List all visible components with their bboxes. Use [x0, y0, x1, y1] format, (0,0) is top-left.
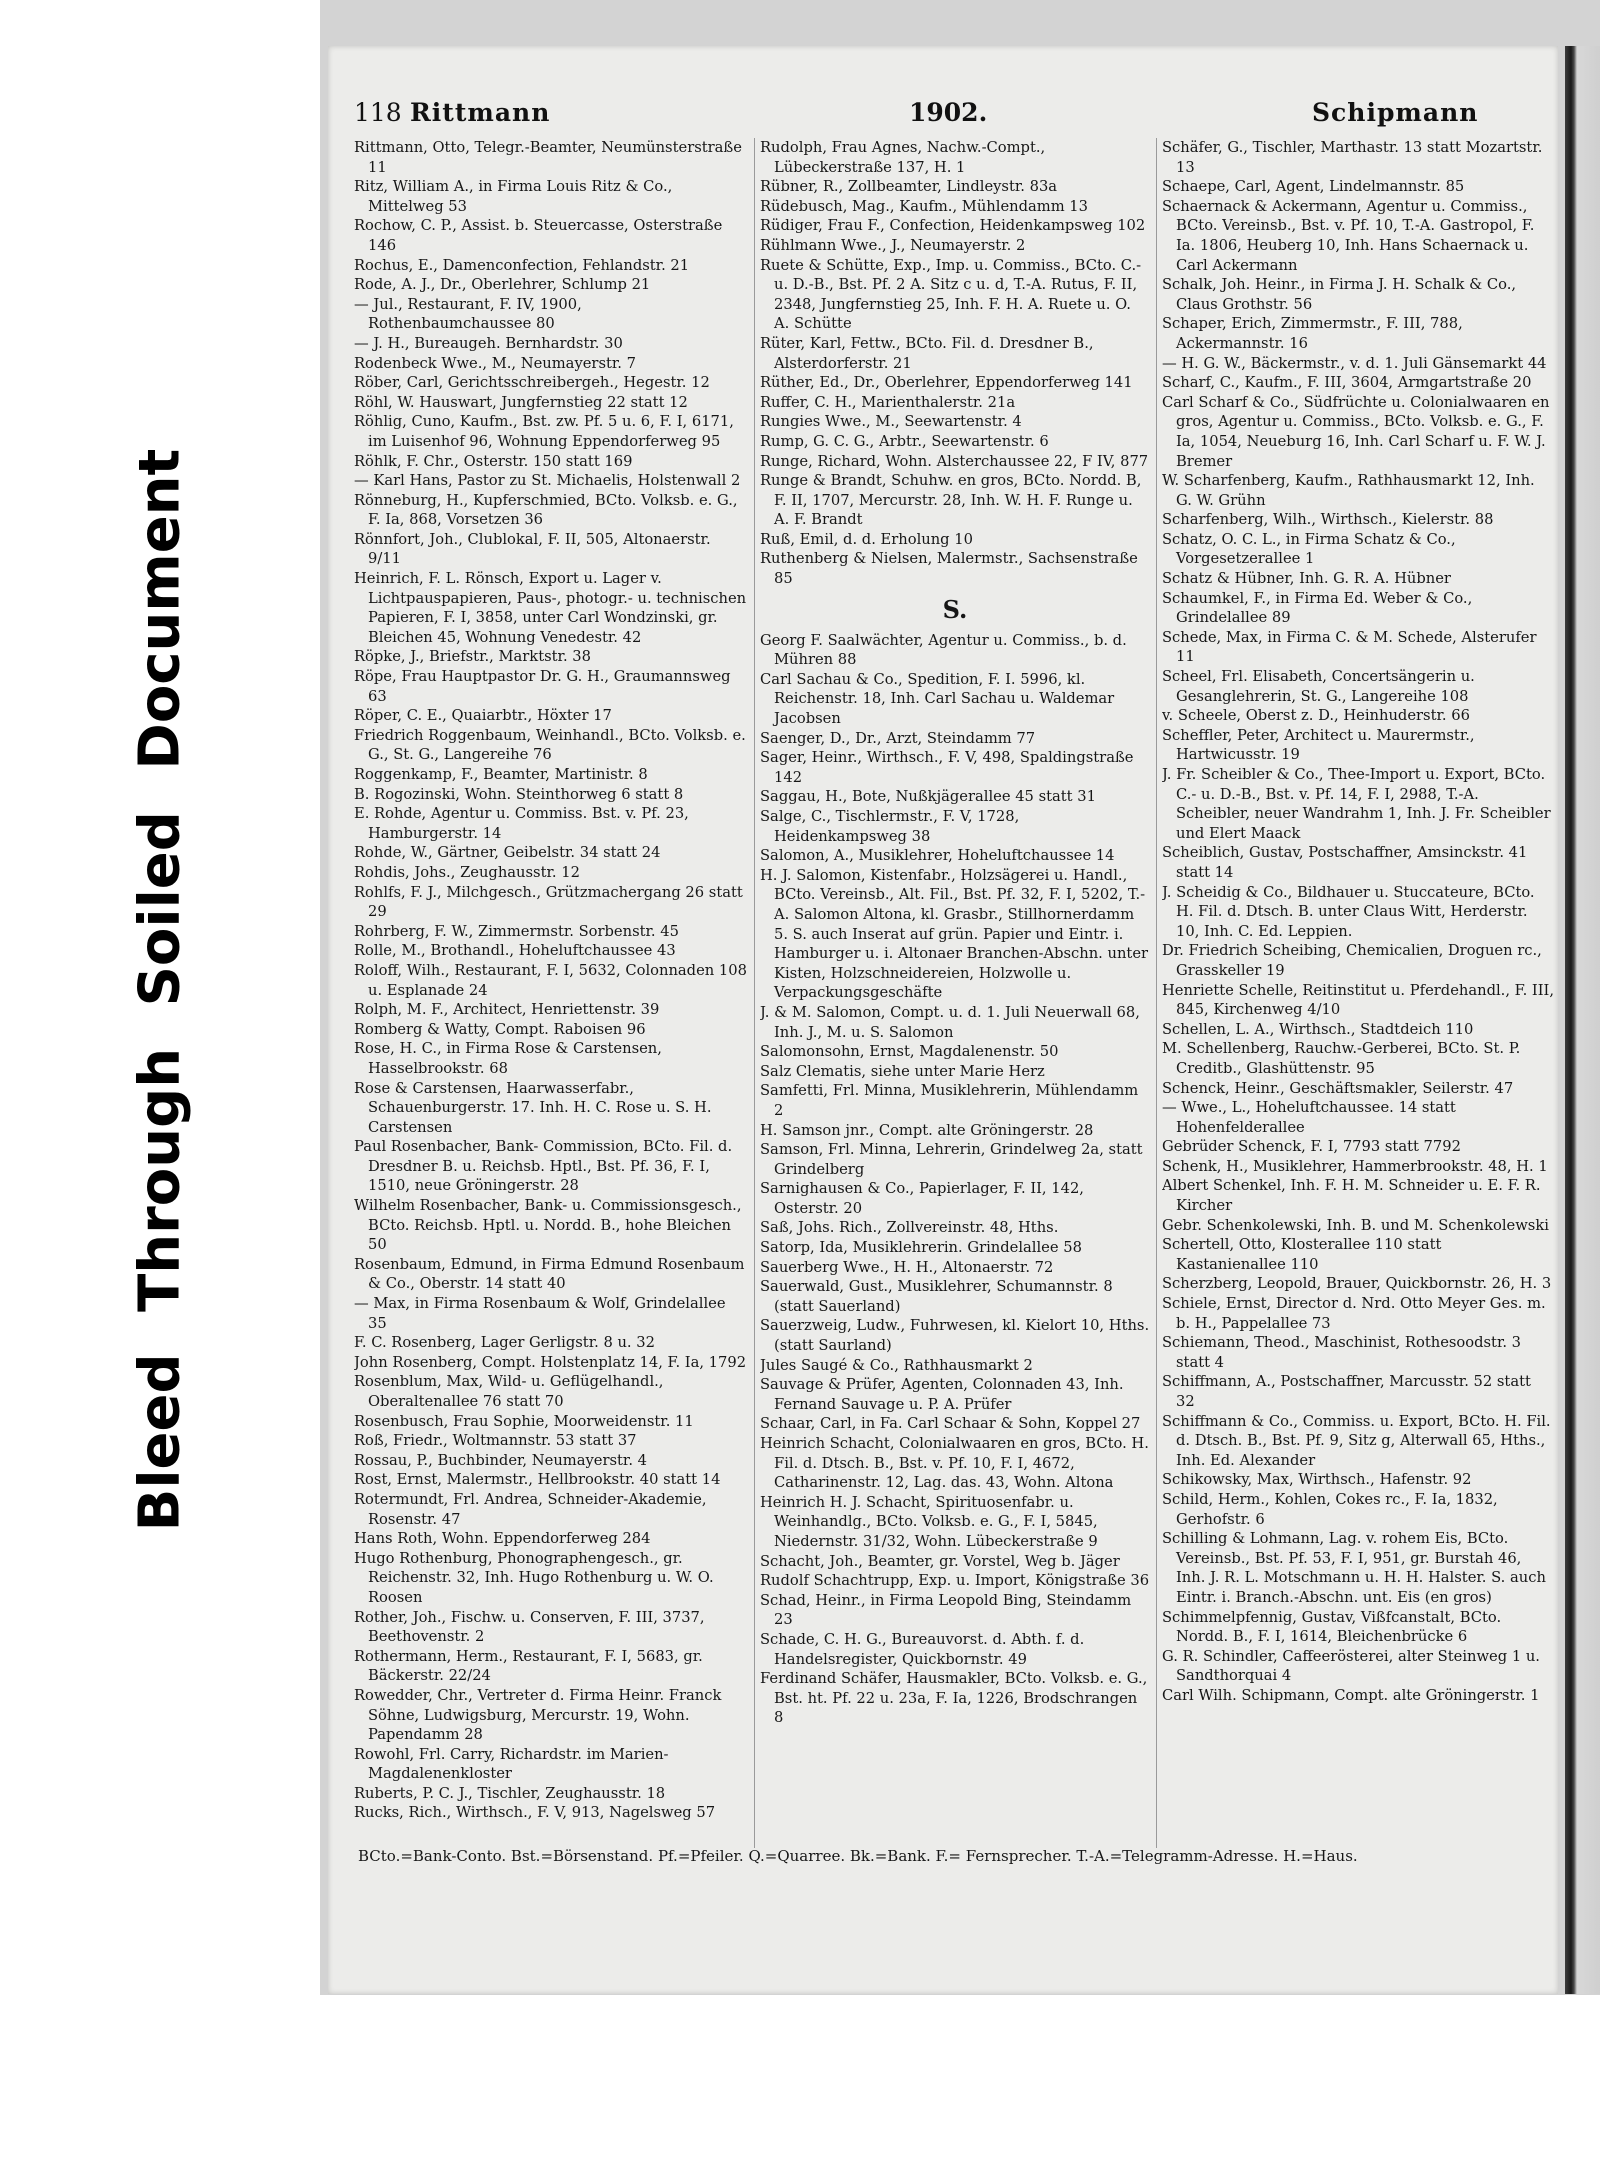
directory-entry: Schenk, H., Musiklehrer, Hammerbrookstr. 48, H. 1 — [1162, 1157, 1548, 1175]
directory-entry: Scheiblich, Gustav, Postschaffner, Amsinckstr. 41 statt 14 — [1162, 844, 1528, 881]
directory-entry: Salz Clematis, siehe unter Marie Herz — [760, 1062, 1045, 1080]
directory-entry: Rüdebusch, Mag., Kaufm., Mühlendamm 13 — [760, 197, 1088, 215]
directory-entry: — H. G. W., Bäckermstr., v. d. 1. Juli Gänsemarkt 44 — [1162, 354, 1547, 372]
directory-entry: Rost, Ernst, Malermstr., Hellbrookstr. 40 statt 14 — [354, 1471, 721, 1489]
directory-entry: Schellen, L. A., Wirthsch., Stadtdeich 110 — [1162, 1020, 1474, 1038]
directory-entry: Röhlig, Cuno, Kaufm., Bst. zw. Pf. 5 u. 6, F. I, 6171, im Luisenhof 96, Wohnung Eppendorferweg 95 — [354, 413, 734, 450]
directory-entry: Ferdinand Schäfer, Hausmakler, BCto. Volksb. e. G., Bst. ht. Pf. 22 u. 23a, F. Ia, 1226, Brodschrangen 8 — [760, 1670, 1148, 1727]
directory-entry: Rotermundt, Frl. Andrea, Schneider-Akademie, Rosenstr. 47 — [354, 1490, 707, 1528]
stamp-label: Bleed Through Soiled Document — [127, 448, 193, 1532]
directory-entry: Schiemann, Theod., Maschinist, Rothesoodstr. 3 statt 4 — [1162, 1334, 1522, 1371]
directory-entry: F. C. Rosenberg, Lager Gerligstr. 8 u. 32 — [354, 1334, 655, 1352]
page-edge — [1565, 46, 1600, 1994]
directory-entry: Gebrüder Schenck, F. I, 7793 statt 7792 — [1162, 1138, 1461, 1156]
directory-entry: Rose & Carstensen, Haarwasserfabr., Schauenburgerstr. 17. Inh. H. C. Rose u. S. H. Carstensen — [354, 1079, 712, 1136]
directory-entry: Schaepe, Carl, Agent, Lindelmannstr. 85 — [1162, 178, 1465, 196]
directory-entry: Schacht, Joh., Beamter, gr. Vorstel, Weg b. Jäger — [760, 1552, 1120, 1570]
directory-entry: Ritz, William A., in Firma Louis Ritz & Co., Mittelweg 53 — [354, 178, 673, 215]
directory-entry: Rönnfort, Joh., Clublokal, F. II, 505, Altonaerstr. 9/11 — [354, 530, 711, 568]
directory-entry: Scharfenberg, Wilh., Wirthsch., Kielerstr. 88 — [1162, 511, 1494, 529]
directory-entry: Scharf, C., Kaufm., F. III, 3604, Armgartstraße 20 — [1162, 374, 1532, 392]
directory-entry: Rüther, Ed., Dr., Oberlehrer, Eppendorferweg 141 — [760, 374, 1133, 392]
directory-entry: Rothermann, Herm., Restaurant, F. I, 5683, gr. Bäckerstr. 22/24 — [354, 1647, 703, 1685]
directory-entry: J. Fr. Scheibler & Co., Thee-Import u. Export, BCto. C.- u. D.-B., Bst. v. Pf. 14, F. I, 2988, T.-A. Scheibler, neuer Wandrahm 1, Inh. J. Fr. Scheibler und Elert Maack — [1162, 766, 1551, 842]
directory-entry: Sager, Heinr., Wirthsch., F. V, 498, Spaldingstraße 142 — [760, 749, 1134, 786]
document-page — [328, 46, 1558, 1994]
directory-entry: Ruberts, P. C. J., Tischler, Zeughausstr. 18 — [354, 1784, 666, 1802]
column-1 — [354, 138, 748, 1918]
page-number: 118 — [354, 98, 402, 127]
scan-area — [320, 0, 1600, 1995]
directory-entry: — J. H., Bureaugeh. Bernhardstr. 30 — [354, 334, 623, 352]
directory-entry: Rode, A. J., Dr., Oberlehrer, Schlump 21 — [354, 276, 651, 294]
directory-entry: Rosenbusch, Frau Sophie, Moorweidenstr. 11 — [354, 1412, 694, 1430]
directory-entry: Schimmelpfennig, Gustav, Vißfcanstalt, BCto. Nordd. B., F. I, 1614, Bleichenbrücke 6 — [1162, 1608, 1502, 1646]
directory-entry: Henriette Schelle, Reitinstitut u. Pferdehandl., F. III, 845, Kirchenweg 4/10 — [1162, 981, 1554, 1019]
directory-entry: Rohdis, Johs., Zeughausstr. 12 — [354, 863, 580, 881]
directory-entry: Schiffmann, A., Postschaffner, Marcusstr. 52 statt 32 — [1162, 1373, 1531, 1410]
header-right-term: Schipmann — [1312, 98, 1479, 127]
directory-entry: Salge, C., Tischlermstr., F. V, 1728, Heidenkampsweg 38 — [760, 808, 1020, 845]
directory-entry: Schaumkel, F., in Firma Ed. Weber & Co., Grindelallee 89 — [1162, 589, 1473, 627]
directory-entry: Rowohl, Frl. Carry, Richardstr. im Marien-Magdalenenkloster — [354, 1745, 669, 1783]
directory-entry: Rosenblum, Max, Wild- u. Geflügelhandl., Oberaltenallee 76 statt 70 — [354, 1373, 664, 1410]
directory-entry: Carl Scharf & Co., Südfrüchte u. Colonialwaaren en gros, Agentur u. Commiss., BCto. Volksb. e. G., F. Ia, 1054, Neueburg 16, Inh. Carl Scharf u. F. W. J. Bremer — [1162, 393, 1550, 470]
directory-entry: Samson, Frl. Minna, Lehrerin, Grindelweg 2a, statt Grindelberg — [760, 1141, 1143, 1178]
directory-entry: Rump, G. C. G., Arbtr., Seewartenstr. 6 — [760, 432, 1049, 450]
directory-entry: Runge, Richard, Wohn. Alsterchaussee 22, F IV, 877 — [760, 452, 1149, 470]
directory-entry: Sauerwald, Gust., Musiklehrer, Schumannstr. 8 (statt Sauerland) — [760, 1278, 1113, 1315]
directory-entry: M. Schellenberg, Rauchw.-Gerberei, BCto. St. P. Creditb., Glashüttenstr. 95 — [1162, 1040, 1521, 1077]
directory-entry: J. Scheidig & Co., Bildhauer u. Stuccateure, BCto. H. Fil. d. Dtsch. B. unter Claus Witt, Herderstr. 10, Inh. C. Ed. Leppien. — [1162, 883, 1535, 940]
directory-entry: Albert Schenkel, Inh. F. H. M. Schneider u. E. F. R. Kircher — [1162, 1177, 1541, 1215]
header-year: 1902. — [909, 98, 988, 127]
header-left-term: Rittmann — [410, 98, 551, 127]
directory-entry: W. Scharfenberg, Kaufm., Rathhausmarkt 12, Inh. G. W. Grühn — [1162, 472, 1535, 509]
directory-entry: Hans Roth, Wohn. Eppendorferweg 284 — [354, 1530, 651, 1548]
directory-entry: Schilling & Lohmann, Lag. v. rohem Eis, BCto. Vereinsb., Bst. Pf. 53, F. I, 951, gr. Burstah 46, Inh. J. R. L. Motschmann u. H. H. Halster. S. auch Eintr. i. Branch.-Abschn. unt. Eis (en gros) — [1162, 1530, 1546, 1606]
directory-entry: Heinrich, F. L. Rönsch, Export u. Lager v. Lichtpauspapieren, Paus-, photogr.- u. technischen Papieren, F. I, 3858, unter Carl Wondzinski, gr. Bleichen 45, Wohnung Venedestr. 42 — [354, 570, 747, 646]
directory-entry: Schiele, Ernst, Director d. Nrd. Otto Meyer Ges. m. b. H., Pappelallee 73 — [1162, 1295, 1546, 1332]
directory-entry: Ruffer, C. H., Marienthalerstr. 21a — [760, 393, 1016, 411]
directory-entry: J. & M. Salomon, Compt. u. d. 1. Juli Neuerwall 68, Inh. J., M. u. S. Salomon — [760, 1003, 1140, 1041]
directory-entry: Rochow, C. P., Assist. b. Steuercasse, Osterstraße 146 — [354, 217, 723, 254]
directory-entry: Rudolph, Frau Agnes, Nachw.-Compt., Lübeckerstraße 137, H. 1 — [760, 139, 1046, 176]
directory-entry: Rungies Wwe., M., Seewartenstr. 4 — [760, 413, 1022, 431]
directory-entry: Rittmann, Otto, Telegr.-Beamter, Neumünsterstraße 11 — [354, 139, 742, 176]
directory-entry: Schatz, O. C. L., in Firma Schatz & Co., Vorgesetzerallee 1 — [1162, 530, 1456, 568]
page-header — [354, 98, 1550, 138]
directory-entry: Saenger, D., Dr., Arzt, Steindamm 77 — [760, 729, 1036, 747]
directory-entry: Salomon, A., Musiklehrer, Hoheluftchaussee 14 — [760, 847, 1115, 865]
directory-entry: Rohde, W., Gärtner, Geibelstr. 34 statt 24 — [354, 844, 661, 862]
directory-entry: Scheel, Frl. Elisabeth, Concertsängerin u. Gesanglehrerin, St. G., Langereihe 108 — [1162, 668, 1475, 705]
directory-entry: Scherzberg, Leopold, Brauer, Quickbornstr. 26, H. 3 — [1162, 1275, 1552, 1293]
column-3 — [1162, 138, 1554, 1918]
column-divider — [1156, 138, 1157, 1848]
directory-entry: v. Scheele, Oberst z. D., Heinhuderstr. 66 — [1162, 707, 1470, 725]
directory-entry: Rossau, P., Buchbinder, Neumayerstr. 4 — [354, 1451, 647, 1469]
directory-entry: Scheffler, Peter, Architect u. Maurermstr., Hartwicusstr. 19 — [1162, 726, 1475, 764]
directory-entry: Schaper, Erich, Zimmermstr., F. III, 788, Ackermannstr. 16 — [1162, 315, 1463, 352]
directory-entry: John Rosenberg, Compt. Holstenplatz 14, F. Ia, 1792 — [354, 1353, 747, 1371]
directory-entry: Heinrich H. J. Schacht, Spirituosenfabr. u. Weinhandlg., BCto. Volksb. e. G., F. I, 5845, Niedernstr. 31/32, Wohn. Lübeckerstraße 9 — [760, 1493, 1098, 1550]
directory-entry: Rühlmann Wwe., J., Neumayerstr. 2 — [760, 236, 1026, 254]
directory-entry: Samfetti, Frl. Minna, Musiklehrerin, Mühlendamm 2 — [760, 1082, 1139, 1119]
directory-entry: Roß, Friedr., Woltmannstr. 53 statt 37 — [354, 1432, 637, 1450]
directory-entry: Schede, Max, in Firma C. & M. Schede, Alsterufer 11 — [1162, 628, 1537, 666]
directory-entry: Rolph, M. F., Architect, Henriettenstr. 39 — [354, 1001, 660, 1019]
directory-entry: Röhl, W. Hauswart, Jungfernstieg 22 statt 12 — [354, 393, 688, 411]
directory-entry: Dr. Friedrich Scheibing, Chemicalien, Droguen rc., Grasskeller 19 — [1162, 942, 1542, 979]
directory-entry: Georg F. Saalwächter, Agentur u. Commiss., b. d. Mühren 88 — [760, 631, 1127, 669]
directory-entry: Rose, H. C., in Firma Rose & Carstensen, Hasselbrookstr. 68 — [354, 1040, 662, 1077]
column-divider — [754, 138, 755, 1848]
directory-entry: Rucks, Rich., Wirthsch., F. V, 913, Nagelsweg 57 — [354, 1804, 716, 1822]
directory-entry: Schaar, Carl, in Fa. Carl Schaar & Sohn, Koppel 27 — [760, 1415, 1141, 1433]
stamp-panel — [0, 0, 320, 1995]
directory-entry: Schade, C. H. G., Bureauvorst. d. Abth. f. d. Handelsregister, Quickbornstr. 49 — [760, 1630, 1085, 1668]
directory-entry: H. J. Salomon, Kistenfabr., Holzsägerei u. Handl., BCto. Vereinsb., Alt. Fil., Bst. Pf. 32, F. I, 5202, T.-A. Salomon Altona, kl. Grasbr., Stillhornerdamm 5. S. auch Inserat auf grün. Papier und Eintr. i. Hamburger u. i. Altonaer Branchen-Abschn. unter Kisten, Holzschneidereien, Holzwolle u. Verpackungsgeschäfte — [760, 866, 1149, 1002]
directory-entry: Schalk, Joh. Heinr., in Firma J. H. Schalk & Co., Claus Grothstr. 56 — [1162, 276, 1517, 313]
directory-entry: Schild, Herm., Kohlen, Cokes rc., F. Ia, 1832, Gerhofstr. 6 — [1162, 1490, 1498, 1528]
directory-entry: Salomonsohn, Ernst, Magdalenenstr. 50 — [760, 1043, 1059, 1061]
directory-entry: Sarnighausen & Co., Papierlager, F. II, 142, Osterstr. 20 — [760, 1180, 1084, 1217]
directory-entry: Gebr. Schenkolewski, Inh. B. und M. Schenkolewski — [1162, 1216, 1549, 1234]
directory-entry: Schenck, Heinr., Geschäftsmakler, Seilerstr. 47 — [1162, 1079, 1514, 1097]
directory-entry: H. Samson jnr., Compt. alte Gröningerstr. 28 — [760, 1121, 1094, 1139]
directory-entry: — Karl Hans, Pastor zu St. Michaelis, Holstenwall 2 — [354, 472, 741, 490]
directory-entry: Röpe, Frau Hauptpastor Dr. G. H., Graumannsweg 63 — [354, 668, 731, 705]
directory-entry: — Jul., Restaurant, F. IV, 1900, Rothenbaumchaussee 80 — [354, 295, 582, 333]
directory-entry: Satorp, Ida, Musiklehrerin. Grindelallee 58 — [760, 1239, 1082, 1257]
directory-entry: E. Rohde, Agentur u. Commiss. Bst. v. Pf. 23, Hamburgerstr. 14 — [354, 805, 689, 842]
abbreviation-footer: BCto.=Bank-Conto. Bst.=Börsenstand. Pf.=Pfeiler. Q.=Quarree. Bk.=Bank. F.= Fernsprecher. T.-A.=Telegramm-Adresse. H.=Haus. — [358, 1847, 1358, 1865]
directory-entry: Carl Wilh. Schipmann, Compt. alte Gröningerstr. 1 — [1162, 1686, 1540, 1704]
directory-entry: Rosenbaum, Edmund, in Firma Edmund Rosenbaum & Co., Oberstr. 14 statt 40 — [354, 1255, 745, 1293]
directory-entry: Rodenbeck Wwe., M., Neumayerstr. 7 — [354, 354, 636, 372]
directory-entry: Rönneburg, H., Kupferschmied, BCto. Volksb. e. G., F. Ia, 868, Vorsetzen 36 — [354, 491, 738, 529]
directory-entry: Rudolf Schachtrupp, Exp. u. Import, Königstraße 36 — [760, 1572, 1150, 1590]
directory-entry: Röhlk, F. Chr., Osterstr. 150 statt 169 — [354, 452, 633, 470]
directory-entry: Rochus, E., Damenconfection, Fehlandstr. 21 — [354, 256, 690, 274]
directory-entry: Schiffmann & Co., Commiss. u. Export, BCto. H. Fil. d. Dtsch. B., Bst. Pf. 9, Sitz g, Alterwall 65, Hths., Inh. Ed. Alexander — [1162, 1412, 1551, 1469]
directory-entry: Heinrich Schacht, Colonialwaaren en gros, BCto. H. Fil. d. Dtsch. B., Bst. v. Pf. 10, F. I, 4672, Catharinenstr. 12, Lag. das. 43, Wohn. Altona — [760, 1435, 1149, 1492]
directory-entry: Röper, C. E., Quaiarbtr., Höxter 17 — [354, 707, 612, 725]
directory-entry: Ruthenberg & Nielsen, Malermstr., Sachsenstraße 85 — [760, 550, 1138, 588]
directory-entry: Schatz & Hübner, Inh. G. R. A. Hübner — [1162, 570, 1451, 588]
directory-entry: Schertell, Otto, Klosterallee 110 statt Kastanienallee 110 — [1162, 1236, 1442, 1273]
directory-entry: — Max, in Firma Rosenbaum & Wolf, Grindelallee 35 — [354, 1295, 726, 1332]
directory-entry: Rother, Joh., Fischw. u. Conserven, F. III, 3737, Beethovenstr. 2 — [354, 1608, 705, 1646]
directory-entry: Rowedder, Chr., Vertreter d. Firma Heinr. Franck Söhne, Ludwigsburg, Mercurstr. 19, Wohn. Papendamm 28 — [354, 1686, 722, 1744]
directory-entry: Schad, Heinr., in Firma Leopold Bing, Steindamm 23 — [760, 1591, 1132, 1629]
directory-entry: — Wwe., L., Hoheluftchaussee. 14 statt Hohenfelderallee — [1162, 1099, 1456, 1136]
directory-entry: Rolle, M., Brothandl., Hoheluftchaussee 43 — [354, 942, 676, 960]
directory-entry: Paul Rosenbacher, Bank- Commission, BCto. Fil. d. Dresdner B. u. Reichsb. Hptl., Bst. Pf. 36, F. I, 1510, neue Gröningerstr. 28 — [354, 1138, 733, 1195]
directory-entry: Sauvage & Prüfer, Agenten, Colonnaden 43, Inh. Fernand Sauvage u. P. A. Prüfer — [760, 1376, 1124, 1413]
directory-entry: Rohlfs, F. J., Milchgesch., Grützmachergang 26 statt 29 — [354, 883, 743, 921]
directory-entry: Ruete & Schütte, Exp., Imp. u. Commiss., BCto. C.- u. D.-B., Bst. Pf. 2 A. Sitz c u. d, T.-A. Rutus, F. II, 2348, Jungfernstieg 25, Inh. F. H. A. Ruete u. O. A. Schütte — [760, 256, 1142, 333]
section-letter: S. — [942, 594, 968, 624]
directory-entry: Ruß, Emil, d. d. Erholung 10 — [760, 530, 973, 548]
directory-entry: Saggau, H., Bote, Nußkjägerallee 45 statt 31 — [760, 788, 1096, 806]
directory-entry: Hugo Rothenburg, Phonographengesch., gr. Reichenstr. 32, Inh. Hugo Rothenburg u. W. O. Roosen — [354, 1549, 714, 1606]
directory-entry: Wilhelm Rosenbacher, Bank- u. Commissionsgesch., BCto. Reichsb. Hptl. u. Nordd. B., hohe Bleichen 50 — [354, 1197, 742, 1254]
directory-entry: Rohrberg, F. W., Zimmermstr. Sorbenstr. 45 — [354, 922, 679, 940]
column-2 — [760, 138, 1150, 1918]
directory-entry: Roloff, Wilh., Restaurant, F. I, 5632, Colonnaden 108 u. Esplanade 24 — [354, 961, 747, 999]
directory-entry: Schäfer, G., Tischler, Marthastr. 13 statt Mozartstr. 13 — [1162, 139, 1543, 176]
directory-entry: Sauerzweig, Ludw., Fuhrwesen, kl. Kielort 10, Hths. (statt Saurland) — [760, 1317, 1150, 1355]
directory-entry: Rübner, R., Zollbeamter, Lindleystr. 83a — [760, 178, 1058, 196]
directory-entry: Roggenkamp, F., Beamter, Martinistr. 8 — [354, 766, 648, 783]
directory-entry: Röber, Carl, Gerichtsschreibergeh., Hegestr. 12 — [354, 374, 710, 392]
directory-entry: Jules Saugé & Co., Rathhausmarkt 2 — [760, 1356, 1033, 1374]
directory-entry: Sauerberg Wwe., H. H., Altonaerstr. 72 — [760, 1258, 1054, 1276]
directory-entry: Saß, Johs. Rich., Zollvereinstr. 48, Hths. — [760, 1219, 1059, 1237]
directory-entry: Friedrich Roggenbaum, Weinhandl., BCto. Volksb. e. G., St. G., Langereihe 76 — [354, 726, 746, 764]
directory-entry: Runge & Brandt, Schuhw. en gros, BCto. Nordd. B, F. II, 1707, Mercurstr. 28, Inh. W. H. F. Runge u. A. F. Brandt — [760, 472, 1142, 529]
directory-entry: Rüter, Karl, Fettw., BCto. Fil. d. Dresdner B., Alsterdorferstr. 21 — [760, 334, 1094, 372]
directory-entry: Carl Sachau & Co., Spedition, F. I. 5996, kl. Reichenstr. 18, Inh. Carl Sachau u. Waldemar Jacobsen — [760, 670, 1115, 728]
directory-entry: Schikowsky, Max, Wirthsch., Hafenstr. 92 — [1162, 1471, 1472, 1489]
directory-entry: G. R. Schindler, Caffeerösterei, alter Steinweg 1 u. Sandthorquai 4 — [1162, 1647, 1540, 1685]
directory-entry: Romberg & Watty, Compt. Raboisen 96 — [354, 1020, 646, 1038]
directory-entry: B. Rogozinski, Wohn. Steinthorweg 6 statt 8 — [354, 785, 684, 803]
directory-entry: Röpke, J., Briefstr., Marktstr. 38 — [354, 648, 591, 666]
directory-entry: Rüdiger, Frau F., Confection, Heidenkampsweg 102 — [760, 217, 1146, 235]
directory-entry: Schaernack & Ackermann, Agentur u. Commiss., BCto. Vereinsb., Bst. v. Pf. 10, T.-A. Gastropol, F. Ia. 1806, Heuberg 10, Inh. Hans Schaernack u. Carl Ackermann — [1162, 197, 1535, 274]
